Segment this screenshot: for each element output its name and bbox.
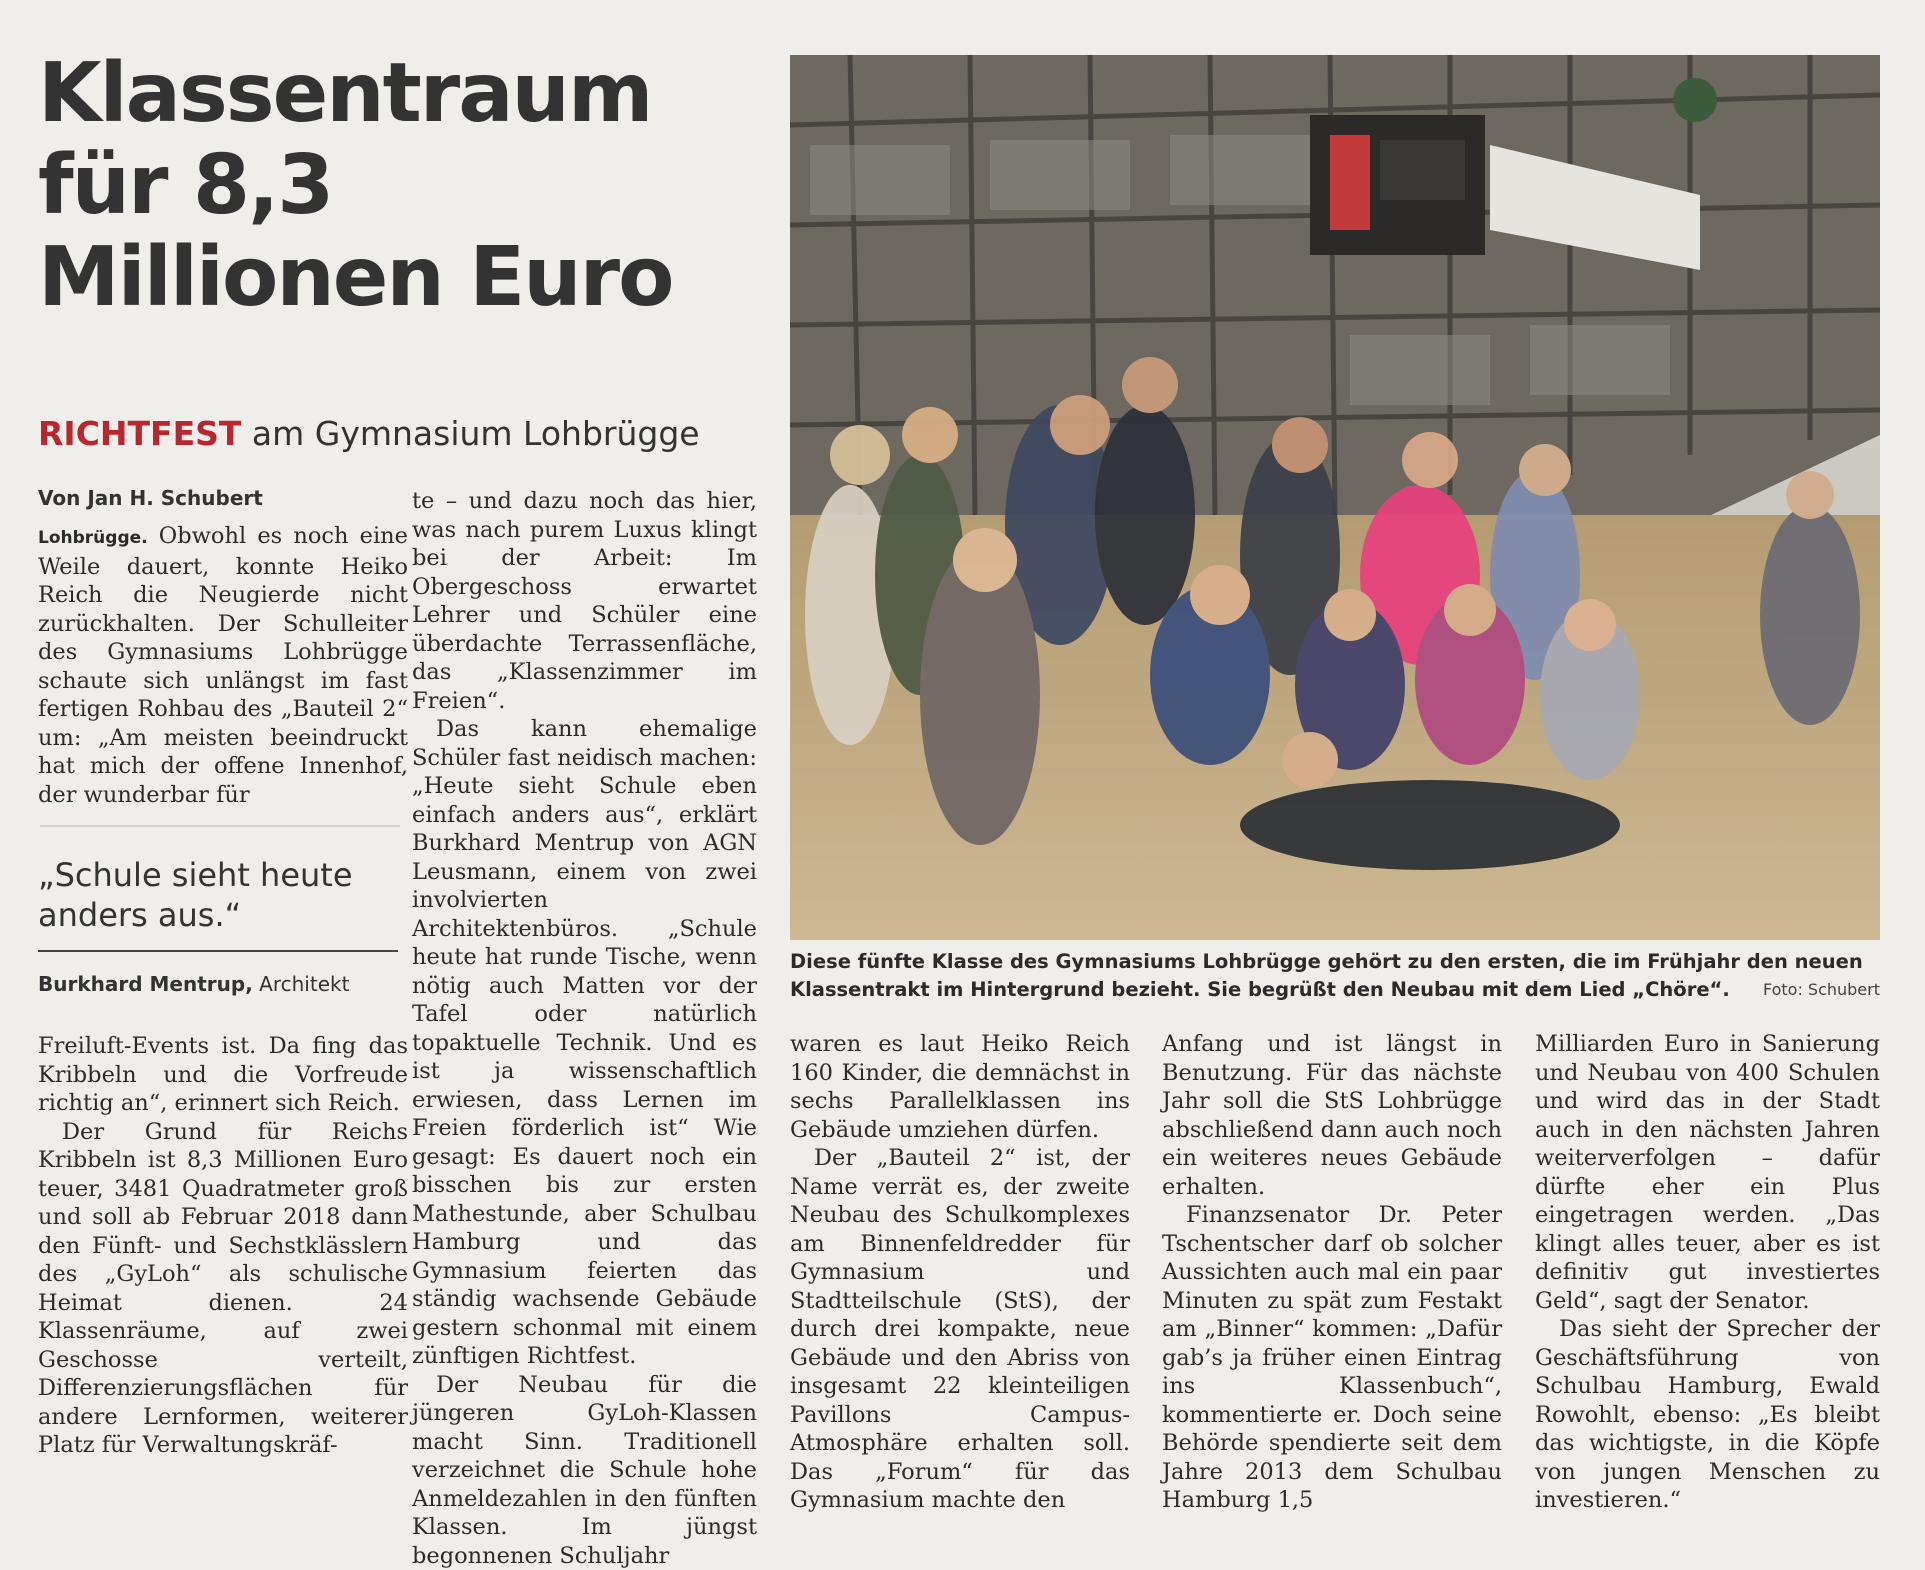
paragraph: Milliarden Euro in Sanierung und Neubau von 400 Schulen und wird das in der Stadt auch in den nächsten Jahren weiterverfolgen – dafür dürfte eher ein Plus eingetragen werden. „Das klingt alles teuer, aber es ist definitiv gut investiertes Geld“, sagt der Senator. xyxy=(1535,1030,1880,1315)
headline-line: Millionen Euro xyxy=(38,232,768,324)
pull-quote-source xyxy=(38,972,349,996)
column-3 xyxy=(790,1030,1130,1515)
article-kicker xyxy=(38,414,700,453)
quote-role: Architekt xyxy=(253,972,350,996)
kicker-topic: RICHTFEST xyxy=(38,414,241,453)
paragraph: Anfang und ist längst in Benutzung. Für das nächste Jahr soll die StS Lohbrügge abschließend dann auch noch ein weiteres neues Gebäude erhalten. xyxy=(1162,1030,1502,1201)
paragraph: Das sieht der Sprecher der Geschäftsführung von Schulbau Hamburg, Ewald Rowohlt, ebenso: „Es bleibt das wichtigste, in die Köpfe von jungen Menschen zu investieren.“ xyxy=(1535,1315,1880,1515)
column-1-top xyxy=(38,522,408,809)
byline: Von Jan H. Schubert xyxy=(38,486,263,510)
headline-line: für 8,3 xyxy=(38,140,768,232)
paragraph: waren es laut Heiko Reich 160 Kinder, die demnächst in sechs Parallelklassen ins Gebäude umziehen dürfen. xyxy=(790,1030,1130,1144)
lead-paragraph: Obwohl es noch eine Weile dauert, konnte Heiko Reich die Neugierde nicht zurückhalten. Der Schulleiter des Gymnasiums Lohbrügge schaute sich unlängst im fast fertigen Rohbau des „Bauteil 2“ um: „Am meisten beeindruckt hat mich der offene Innenhof, der wunderbar für xyxy=(38,523,408,808)
column-1-bottom xyxy=(38,1032,408,1460)
photo-credit: Foto: Schubert xyxy=(1763,980,1880,999)
photo-caption: Diese fünfte Klasse des Gymnasiums Lohbrügge gehört zu den ersten, die im Frühjahr den neuen Klassentrakt im Hintergrund bezieht. Sie begrüßt den Neubau mit dem Lied „Chöre“. xyxy=(790,948,1880,1004)
pull-quote-rule xyxy=(38,950,398,952)
column-2 xyxy=(412,487,757,1570)
paragraph: Der Neubau für die jüngeren GyLoh-Klassen macht Sinn. Traditionell verzeichnet die Schule hohe Anmeldezahlen in den fünften Klassen. Im jüngst begonnenen Schuljahr xyxy=(412,1371,757,1570)
photo-illustration xyxy=(790,55,1880,940)
quote-name: Burkhard Mentrup, xyxy=(38,972,253,996)
bleed-through-rule xyxy=(40,825,400,827)
article-headline xyxy=(38,48,768,324)
paragraph: Der „Bauteil 2“ ist, der Name verrät es, der zweite Neubau des Schulkomplexes am Binnenfeldredder für Gymnasium und Stadtteilschule (StS), der durch drei kompakte, neue Gebäude und den Abriss von insgesamt 22 kleinteiligen Pavillons Campus-Atmosphäre erhalten soll. Das „Forum“ für das Gymnasium machte den xyxy=(790,1144,1130,1515)
dateline: Lohbrügge. xyxy=(38,528,148,548)
column-5 xyxy=(1535,1030,1880,1515)
article-photo xyxy=(790,55,1880,940)
paragraph: te – und dazu noch das hier, was nach purem Luxus klingt bei der Arbeit: Im Obergeschoss erwartet Lehrer und Schüler eine überdachte Terrassenfläche, das „Klassenzimmer im Freien“. xyxy=(412,487,757,715)
column-4 xyxy=(1162,1030,1502,1515)
paragraph: Freiluft-Events ist. Da fing das Kribbeln und die Vorfreude richtig an“, erinnert sich Reich. xyxy=(38,1032,408,1118)
pull-quote: „Schule sieht heute anders aus.“ xyxy=(38,855,408,935)
kicker-subtitle: am Gymnasium Lohbrügge xyxy=(241,414,699,453)
paragraph: Das kann ehemalige Schüler fast neidisch machen: „Heute sieht Schule eben einfach anders aus“, erklärt Burkhard Mentrup von AGN Leusmann, einem von zwei involvierten Architektenbüros. „Schule heute hat runde Tische, wenn nötig auch Matten vor der Tafel oder natürlich topaktuelle Technik. Und es ist ja wissenschaftlich erwiesen, dass Lernen im Freien förderlich ist“ Wie gesagt: Es dauert noch ein bisschen bis zur ersten Mathestunde, aber Schulbau Hamburg und das Gymnasium feierten das ständig wachsende Gebäude gestern schonmal mit einem zünftigen Richtfest. xyxy=(412,715,757,1371)
paragraph: Der Grund für Reichs Kribbeln ist 8,3 Millionen Euro teuer, 3481 Quadratmeter groß und soll ab Februar 2018 dann den Fünft- und Sechstklässlern des „GyLoh“ als schulische Heimat dienen. 24 Klassenräume, auf zwei Geschosse verteilt, Differenzierungsflächen für andere Lernformen, weiterer Platz für Verwaltungskräf- xyxy=(38,1118,408,1460)
paragraph: Finanzsenator Dr. Peter Tschentscher darf ob solcher Aussichten auch mal ein paar Minuten zu spät zum Festakt am „Binner“ kommen: „Dafür gab’s ja früher einen Eintrag ins Klassenbuch“, kommentierte er. Doch seine Behörde spendierte seit dem Jahre 2013 dem Schulbau Hamburg 1,5 xyxy=(1162,1201,1502,1515)
headline-line: Klassentraum xyxy=(38,48,768,140)
